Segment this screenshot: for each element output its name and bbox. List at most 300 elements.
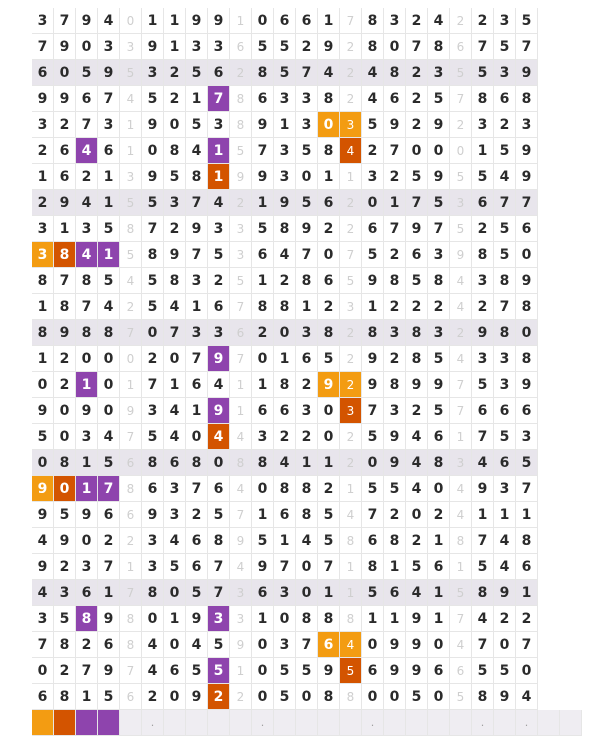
grid-cell[interactable]: 9: [384, 424, 406, 450]
separator-digit[interactable]: 9: [450, 242, 472, 268]
separator-digit[interactable]: 5: [450, 216, 472, 242]
grid-cell[interactable]: 8: [142, 242, 164, 268]
grid-cell[interactable]: 8: [472, 86, 494, 112]
grid-cell[interactable]: 4: [428, 8, 450, 34]
separator-digit[interactable]: 6: [120, 502, 142, 528]
grid-cell[interactable]: 3: [384, 398, 406, 424]
grid-cell[interactable]: 3: [494, 476, 516, 502]
grid-cell[interactable]: 0: [362, 684, 384, 710]
grid-cell[interactable]: 1: [362, 606, 384, 632]
grid-cell[interactable]: 7: [54, 8, 76, 34]
grid-cell[interactable]: 2: [296, 424, 318, 450]
grid-cell[interactable]: 5: [472, 60, 494, 86]
grid-cell[interactable]: 4: [406, 580, 428, 606]
grid-cell[interactable]: 2: [516, 606, 538, 632]
separator-digit[interactable]: 5: [450, 580, 472, 606]
separator-digit[interactable]: 8: [450, 528, 472, 554]
grid-cell[interactable]: 7: [186, 346, 208, 372]
grid-cell[interactable]: 1: [428, 606, 450, 632]
highlighted-cell[interactable]: 4: [208, 424, 230, 450]
grid-cell[interactable]: 7: [516, 632, 538, 658]
grid-cell[interactable]: 0: [76, 528, 98, 554]
separator-digit[interactable]: 6: [450, 658, 472, 684]
grid-cell[interactable]: 4: [472, 606, 494, 632]
separator-digit[interactable]: 4: [450, 346, 472, 372]
separator-digit[interactable]: 1: [120, 138, 142, 164]
separator-digit[interactable]: 5: [230, 268, 252, 294]
grid-cell[interactable]: 1: [472, 502, 494, 528]
grid-cell[interactable]: 8: [318, 684, 340, 710]
grid-cell[interactable]: 2: [406, 60, 428, 86]
grid-cell[interactable]: 4: [494, 554, 516, 580]
grid-cell[interactable]: 3: [142, 528, 164, 554]
grid-cell[interactable]: 5: [516, 8, 538, 34]
grid-cell[interactable]: 4: [516, 684, 538, 710]
grid-cell[interactable]: 2: [54, 112, 76, 138]
grid-cell[interactable]: 4: [472, 450, 494, 476]
separator-digit[interactable]: 4: [120, 268, 142, 294]
grid-cell[interactable]: 8: [32, 268, 54, 294]
grid-cell[interactable]: 8: [406, 320, 428, 346]
grid-cell[interactable]: 1: [76, 450, 98, 476]
grid-cell[interactable]: 1: [164, 8, 186, 34]
grid-cell[interactable]: 0: [76, 346, 98, 372]
grid-cell[interactable]: 4: [98, 8, 120, 34]
grid-cell[interactable]: 8: [516, 346, 538, 372]
grid-cell[interactable]: 8: [164, 268, 186, 294]
grid-cell[interactable]: 2: [384, 502, 406, 528]
separator-digit[interactable]: 5: [120, 60, 142, 86]
grid-cell[interactable]: 0: [32, 658, 54, 684]
grid-cell[interactable]: 7: [296, 632, 318, 658]
grid-cell[interactable]: 4: [98, 294, 120, 320]
grid-cell[interactable]: 2: [98, 528, 120, 554]
grid-cell[interactable]: 6: [164, 658, 186, 684]
separator-digit[interactable]: 8: [230, 86, 252, 112]
grid-cell[interactable]: 0: [54, 398, 76, 424]
highlighted-cell[interactable]: 9: [208, 346, 230, 372]
grid-cell[interactable]: 9: [516, 164, 538, 190]
grid-cell[interactable]: 4: [186, 138, 208, 164]
grid-cell[interactable]: 5: [362, 112, 384, 138]
separator-digit[interactable]: 3: [120, 164, 142, 190]
grid-cell[interactable]: 0: [296, 554, 318, 580]
grid-cell[interactable]: 0: [164, 580, 186, 606]
grid-cell[interactable]: 6: [208, 476, 230, 502]
separator-digit[interactable]: 5: [450, 684, 472, 710]
grid-cell[interactable]: 2: [472, 216, 494, 242]
separator-digit[interactable]: 8: [230, 112, 252, 138]
grid-cell[interactable]: 4: [208, 372, 230, 398]
grid-cell[interactable]: 6: [384, 86, 406, 112]
separator-digit[interactable]: 7: [120, 580, 142, 606]
separator-digit[interactable]: 4: [120, 86, 142, 112]
grid-cell[interactable]: 5: [186, 112, 208, 138]
grid-cell[interactable]: 8: [318, 320, 340, 346]
grid-cell[interactable]: 4: [164, 424, 186, 450]
grid-cell[interactable]: 1: [32, 294, 54, 320]
separator-digit[interactable]: 1: [120, 554, 142, 580]
separator-digit[interactable]: 7: [450, 372, 472, 398]
grid-cell[interactable]: 2: [362, 138, 384, 164]
grid-cell[interactable]: 0: [252, 658, 274, 684]
grid-cell[interactable]: 9: [516, 138, 538, 164]
grid-cell[interactable]: 5: [406, 684, 428, 710]
grid-cell[interactable]: 6: [32, 60, 54, 86]
grid-cell[interactable]: 6: [54, 164, 76, 190]
highlighted-cell[interactable]: 1: [98, 242, 120, 268]
grid-cell[interactable]: 4: [32, 580, 54, 606]
grid-cell[interactable]: 1: [98, 164, 120, 190]
grid-cell[interactable]: 8: [516, 528, 538, 554]
grid-cell[interactable]: 5: [494, 138, 516, 164]
grid-cell[interactable]: 0: [164, 632, 186, 658]
grid-cell[interactable]: 7: [208, 554, 230, 580]
grid-cell[interactable]: 8: [54, 294, 76, 320]
grid-cell[interactable]: 2: [32, 190, 54, 216]
grid-cell[interactable]: 7: [76, 112, 98, 138]
grid-cell[interactable]: 2: [384, 242, 406, 268]
grid-cell[interactable]: 8: [252, 294, 274, 320]
grid-cell[interactable]: 4: [98, 424, 120, 450]
grid-cell[interactable]: 8: [428, 268, 450, 294]
grid-cell[interactable]: 3: [428, 60, 450, 86]
grid-cell[interactable]: 5: [98, 450, 120, 476]
grid-cell[interactable]: 6: [406, 242, 428, 268]
grid-cell[interactable]: 5: [428, 86, 450, 112]
grid-cell[interactable]: 9: [54, 34, 76, 60]
grid-cell[interactable]: 5: [186, 658, 208, 684]
grid-cell[interactable]: 2: [54, 372, 76, 398]
separator-digit[interactable]: 8: [120, 632, 142, 658]
grid-cell[interactable]: 9: [384, 112, 406, 138]
grid-cell[interactable]: 6: [252, 580, 274, 606]
grid-cell[interactable]: 0: [406, 502, 428, 528]
grid-cell[interactable]: 9: [494, 684, 516, 710]
grid-cell[interactable]: 9: [76, 8, 98, 34]
separator-digit[interactable]: 3: [120, 34, 142, 60]
grid-cell[interactable]: 6: [362, 216, 384, 242]
separator-digit[interactable]: 4: [230, 554, 252, 580]
grid-cell[interactable]: 2: [318, 216, 340, 242]
separator-digit[interactable]: 3: [230, 580, 252, 606]
grid-cell[interactable]: 0: [274, 320, 296, 346]
separator-digit[interactable]: 8: [340, 528, 362, 554]
grid-cell[interactable]: 9: [164, 242, 186, 268]
separator-digit[interactable]: 5: [340, 268, 362, 294]
grid-cell[interactable]: 2: [76, 632, 98, 658]
grid-cell[interactable]: 6: [76, 580, 98, 606]
grid-cell[interactable]: 0: [428, 632, 450, 658]
separator-digit[interactable]: 2: [120, 294, 142, 320]
separator-digit[interactable]: 0: [120, 346, 142, 372]
grid-cell[interactable]: 2: [296, 372, 318, 398]
grid-cell[interactable]: 9: [406, 216, 428, 242]
grid-cell[interactable]: 6: [54, 138, 76, 164]
grid-cell[interactable]: 2: [142, 346, 164, 372]
grid-cell[interactable]: 7: [428, 216, 450, 242]
grid-cell[interactable]: 3: [186, 320, 208, 346]
grid-cell[interactable]: 2: [76, 164, 98, 190]
grid-cell[interactable]: 5: [406, 268, 428, 294]
separator-digit[interactable]: 8: [230, 450, 252, 476]
grid-cell[interactable]: 9: [516, 372, 538, 398]
grid-cell[interactable]: 3: [494, 372, 516, 398]
separator-digit[interactable]: 1: [340, 580, 362, 606]
grid-cell[interactable]: 8: [98, 320, 120, 346]
separator-digit[interactable]: 2: [230, 60, 252, 86]
grid-cell[interactable]: 0: [296, 580, 318, 606]
grid-cell[interactable]: 1: [318, 580, 340, 606]
grid-cell[interactable]: 9: [384, 450, 406, 476]
separator-digit[interactable]: 2: [340, 34, 362, 60]
grid-cell[interactable]: 5: [274, 658, 296, 684]
highlighted-cell[interactable]: 1: [208, 138, 230, 164]
grid-cell[interactable]: 5: [98, 684, 120, 710]
grid-cell[interactable]: 3: [76, 424, 98, 450]
grid-cell[interactable]: 5: [362, 242, 384, 268]
grid-cell[interactable]: 6: [186, 372, 208, 398]
grid-cell[interactable]: 0: [384, 34, 406, 60]
grid-cell[interactable]: 9: [296, 216, 318, 242]
grid-cell[interactable]: 9: [362, 346, 384, 372]
grid-cell[interactable]: 6: [274, 8, 296, 34]
separator-digit[interactable]: 2: [340, 372, 362, 398]
grid-cell[interactable]: 8: [164, 138, 186, 164]
grid-cell[interactable]: 7: [186, 190, 208, 216]
grid-cell[interactable]: 0: [516, 320, 538, 346]
grid-cell[interactable]: 3: [32, 8, 54, 34]
grid-cell[interactable]: 7: [208, 580, 230, 606]
separator-digit[interactable]: 7: [450, 86, 472, 112]
grid-cell[interactable]: 6: [494, 450, 516, 476]
grid-cell[interactable]: 2: [186, 502, 208, 528]
separator-digit[interactable]: 7: [230, 502, 252, 528]
grid-cell[interactable]: 7: [384, 216, 406, 242]
grid-cell[interactable]: 9: [54, 86, 76, 112]
grid-cell[interactable]: 0: [362, 632, 384, 658]
grid-cell[interactable]: 1: [296, 450, 318, 476]
grid-cell[interactable]: 2: [296, 34, 318, 60]
grid-cell[interactable]: 1: [32, 164, 54, 190]
grid-cell[interactable]: 7: [98, 86, 120, 112]
highlighted-cell[interactable]: 1: [76, 372, 98, 398]
grid-cell[interactable]: 1: [384, 554, 406, 580]
grid-cell[interactable]: 9: [472, 476, 494, 502]
separator-digit[interactable]: 3: [450, 450, 472, 476]
grid-cell[interactable]: 8: [274, 476, 296, 502]
grid-cell[interactable]: 0: [252, 8, 274, 34]
highlighted-cell[interactable]: 9: [208, 398, 230, 424]
grid-cell[interactable]: 3: [208, 34, 230, 60]
grid-cell[interactable]: 9: [252, 112, 274, 138]
highlighted-cell[interactable]: 7: [98, 476, 120, 502]
separator-digit[interactable]: 1: [230, 372, 252, 398]
separator-digit[interactable]: 5: [120, 190, 142, 216]
separator-digit[interactable]: 0: [450, 138, 472, 164]
highlighted-cell[interactable]: 9: [318, 372, 340, 398]
grid-cell[interactable]: 0: [208, 450, 230, 476]
grid-cell[interactable]: 8: [384, 268, 406, 294]
grid-cell[interactable]: 6: [32, 684, 54, 710]
grid-cell[interactable]: 6: [296, 8, 318, 34]
grid-cell[interactable]: 9: [32, 86, 54, 112]
separator-digit[interactable]: 2: [340, 60, 362, 86]
grid-cell[interactable]: 8: [252, 60, 274, 86]
grid-cell[interactable]: 5: [142, 268, 164, 294]
grid-cell[interactable]: 9: [428, 372, 450, 398]
grid-cell[interactable]: 3: [32, 216, 54, 242]
grid-cell[interactable]: 3: [296, 398, 318, 424]
grid-cell[interactable]: 4: [142, 632, 164, 658]
grid-cell[interactable]: 5: [252, 216, 274, 242]
grid-cell[interactable]: 4: [406, 450, 428, 476]
grid-cell[interactable]: 4: [186, 632, 208, 658]
grid-cell[interactable]: 8: [54, 684, 76, 710]
grid-cell[interactable]: 6: [516, 554, 538, 580]
grid-cell[interactable]: 9: [516, 268, 538, 294]
grid-cell[interactable]: 5: [208, 632, 230, 658]
grid-cell[interactable]: 5: [494, 216, 516, 242]
highlighted-cell[interactable]: 1: [76, 476, 98, 502]
separator-digit[interactable]: 7: [120, 424, 142, 450]
separator-digit[interactable]: 8: [120, 606, 142, 632]
separator-digit[interactable]: 6: [230, 320, 252, 346]
grid-cell[interactable]: 0: [252, 476, 274, 502]
grid-cell[interactable]: 5: [362, 580, 384, 606]
grid-cell[interactable]: 9: [98, 658, 120, 684]
grid-cell[interactable]: 9: [318, 658, 340, 684]
separator-digit[interactable]: 4: [450, 502, 472, 528]
grid-cell[interactable]: 2: [208, 268, 230, 294]
grid-cell[interactable]: 7: [296, 242, 318, 268]
grid-cell[interactable]: 1: [142, 8, 164, 34]
grid-cell[interactable]: 8: [274, 372, 296, 398]
grid-cell[interactable]: 0: [252, 684, 274, 710]
grid-cell[interactable]: 0: [516, 242, 538, 268]
separator-digit[interactable]: 3: [230, 216, 252, 242]
grid-cell[interactable]: 6: [318, 268, 340, 294]
grid-cell[interactable]: 9: [142, 34, 164, 60]
grid-cell[interactable]: 1: [252, 502, 274, 528]
grid-cell[interactable]: 9: [516, 60, 538, 86]
separator-digit[interactable]: 6: [120, 684, 142, 710]
grid-cell[interactable]: 3: [362, 164, 384, 190]
grid-cell[interactable]: 3: [186, 268, 208, 294]
grid-cell[interactable]: 2: [406, 112, 428, 138]
grid-cell[interactable]: 3: [76, 216, 98, 242]
grid-cell[interactable]: 6: [428, 658, 450, 684]
highlighted-cell[interactable]: 0: [318, 112, 340, 138]
grid-cell[interactable]: 3: [516, 424, 538, 450]
grid-cell[interactable]: 7: [384, 138, 406, 164]
grid-cell[interactable]: 5: [494, 424, 516, 450]
separator-digit[interactable]: 3: [340, 398, 362, 424]
grid-cell[interactable]: 8: [362, 554, 384, 580]
grid-cell[interactable]: 7: [494, 190, 516, 216]
grid-cell[interactable]: 2: [318, 294, 340, 320]
separator-digit[interactable]: 2: [340, 346, 362, 372]
grid-cell[interactable]: 4: [32, 528, 54, 554]
grid-cell[interactable]: 8: [186, 450, 208, 476]
grid-cell[interactable]: 9: [252, 164, 274, 190]
grid-cell[interactable]: 0: [318, 242, 340, 268]
grid-cell[interactable]: 7: [98, 554, 120, 580]
grid-cell[interactable]: 8: [384, 528, 406, 554]
grid-cell[interactable]: 0: [54, 60, 76, 86]
grid-cell[interactable]: 3: [32, 112, 54, 138]
grid-cell[interactable]: 8: [274, 294, 296, 320]
grid-cell[interactable]: 9: [428, 112, 450, 138]
highlighted-cell[interactable]: 8: [76, 606, 98, 632]
grid-cell[interactable]: 1: [494, 502, 516, 528]
grid-cell[interactable]: 5: [494, 34, 516, 60]
grid-cell[interactable]: 8: [142, 450, 164, 476]
grid-cell[interactable]: 7: [472, 528, 494, 554]
grid-cell[interactable]: 5: [274, 60, 296, 86]
grid-cell[interactable]: 0: [406, 138, 428, 164]
grid-cell[interactable]: 6: [384, 580, 406, 606]
grid-cell[interactable]: 8: [406, 346, 428, 372]
grid-cell[interactable]: 6: [252, 86, 274, 112]
grid-cell[interactable]: 6: [472, 398, 494, 424]
grid-cell[interactable]: 6: [318, 190, 340, 216]
grid-cell[interactable]: 2: [494, 606, 516, 632]
grid-cell[interactable]: 0: [186, 424, 208, 450]
grid-cell[interactable]: 5: [384, 476, 406, 502]
grid-cell[interactable]: 7: [318, 554, 340, 580]
separator-digit[interactable]: 6: [450, 34, 472, 60]
separator-digit[interactable]: 6: [230, 34, 252, 60]
grid-cell[interactable]: 3: [274, 580, 296, 606]
highlighted-cell[interactable]: 5: [208, 658, 230, 684]
grid-cell[interactable]: 0: [142, 606, 164, 632]
grid-cell[interactable]: 2: [274, 424, 296, 450]
grid-cell[interactable]: 6: [494, 398, 516, 424]
grid-cell[interactable]: 6: [274, 398, 296, 424]
grid-cell[interactable]: 7: [54, 268, 76, 294]
grid-cell[interactable]: 1: [164, 372, 186, 398]
grid-cell[interactable]: 6: [516, 216, 538, 242]
grid-cell[interactable]: 2: [252, 320, 274, 346]
separator-digit[interactable]: 5: [120, 242, 142, 268]
separator-digit[interactable]: 4: [230, 424, 252, 450]
separator-digit[interactable]: 4: [340, 632, 362, 658]
grid-cell[interactable]: 0: [362, 450, 384, 476]
grid-cell[interactable]: 1: [428, 580, 450, 606]
grid-cell[interactable]: 0: [296, 164, 318, 190]
grid-cell[interactable]: 5: [274, 684, 296, 710]
grid-cell[interactable]: 7: [252, 138, 274, 164]
grid-cell[interactable]: 5: [296, 138, 318, 164]
separator-digit[interactable]: 4: [450, 268, 472, 294]
grid-cell[interactable]: 3: [98, 34, 120, 60]
grid-cell[interactable]: 6: [98, 138, 120, 164]
separator-digit[interactable]: 4: [340, 138, 362, 164]
separator-digit[interactable]: 2: [340, 190, 362, 216]
grid-cell[interactable]: 0: [318, 424, 340, 450]
grid-cell[interactable]: 0: [98, 346, 120, 372]
grid-cell[interactable]: 2: [428, 294, 450, 320]
grid-cell[interactable]: 9: [186, 216, 208, 242]
grid-cell[interactable]: 9: [186, 606, 208, 632]
grid-cell[interactable]: 9: [406, 606, 428, 632]
grid-cell[interactable]: 1: [252, 372, 274, 398]
grid-cell[interactable]: 9: [406, 372, 428, 398]
grid-cell[interactable]: 3: [384, 320, 406, 346]
grid-cell[interactable]: 2: [384, 294, 406, 320]
grid-cell[interactable]: 2: [164, 216, 186, 242]
